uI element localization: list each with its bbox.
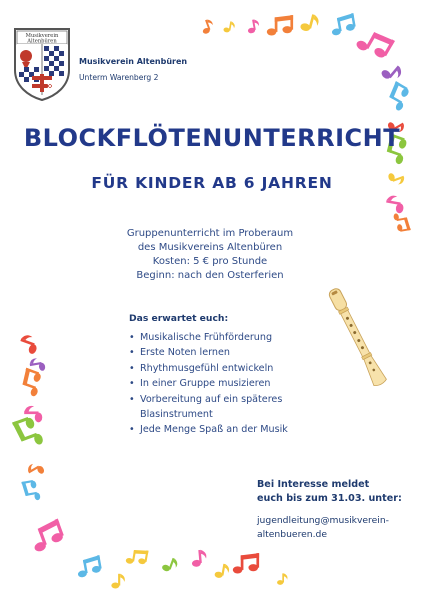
- eighth-note-icon: [276, 572, 290, 586]
- beamed-note-icon: [358, 30, 392, 57]
- beamed-note-icon: [20, 482, 42, 500]
- info-line: Kosten: 5 € pro Stunde: [152, 256, 268, 267]
- beamed-note-icon: [30, 522, 64, 549]
- svg-text:Musikverein: Musikverein: [25, 33, 59, 39]
- eighth-note-icon: [246, 18, 262, 34]
- eighth-note-icon: [223, 20, 237, 34]
- course-info: [90, 227, 330, 283]
- call-to-action: [257, 478, 402, 506]
- list-item: • Rhythmusgefühl entwickeln: [129, 361, 339, 376]
- email-line: altenbueren.de: [257, 529, 328, 540]
- info-line: des Musikvereins Altenbüren: [137, 242, 283, 253]
- eighth-note-icon: [200, 18, 216, 34]
- list-item: • Musikalische Frühförderung: [129, 330, 339, 345]
- org-name: Musikverein Altenbüren: [79, 57, 188, 66]
- cta-line: euch bis zum 31.03. unter:: [257, 493, 402, 504]
- list-item: • Erste Noten lernen: [129, 345, 339, 360]
- musikverein-crest-logo: [12, 26, 72, 102]
- list-item: • Jede Menge Spaß an der Musik: [129, 422, 339, 437]
- beamed-note-icon: [232, 552, 260, 574]
- list-item: • Vorbereitung auf ein späteres: [129, 392, 339, 407]
- cta-line: Bei Interesse meldet: [257, 479, 370, 490]
- eighth-note-icon: [382, 62, 404, 84]
- beamed-note-icon: [266, 14, 294, 36]
- info-line: Gruppenunterricht im Proberaum: [126, 228, 294, 239]
- beamed-note-icon: [385, 86, 411, 107]
- beamed-note-icon: [76, 556, 102, 577]
- flyer-title: BLOCKFLÖTENUNTERRICHT: [23, 124, 401, 152]
- beamed-note-icon: [392, 214, 412, 230]
- org-address: Unterm Warenberg 2: [79, 73, 159, 82]
- eighth-note-icon: [190, 548, 210, 568]
- beamed-note-icon: [18, 372, 44, 393]
- svg-text:Altenbüren: Altenbüren: [27, 38, 57, 45]
- contact-email[interactable]: [257, 514, 389, 542]
- beamed-note-icon: [126, 548, 148, 566]
- list-item: • In einer Gruppe musizieren: [129, 376, 339, 391]
- expectations-list: [129, 330, 339, 438]
- flyer-subtitle: FÜR KINDER AB 6 JAHREN: [91, 174, 333, 192]
- beamed-note-icon: [330, 14, 356, 35]
- beamed-note-icon: [12, 420, 44, 446]
- eighth-note-icon: [26, 460, 44, 478]
- eighth-note-icon: [214, 562, 232, 580]
- eighth-note-icon: [110, 572, 128, 590]
- info-line: Beginn: nach den Osterferien: [136, 270, 284, 281]
- expectations-heading: Das erwartet euch:: [129, 313, 229, 324]
- eighth-note-icon: [18, 332, 40, 354]
- email-line: jugendleitung@musikverein-: [257, 515, 389, 526]
- eighth-note-icon: [162, 556, 180, 574]
- eighth-note-icon: [300, 12, 322, 34]
- list-item-continuation: Blasinstrument: [140, 409, 213, 421]
